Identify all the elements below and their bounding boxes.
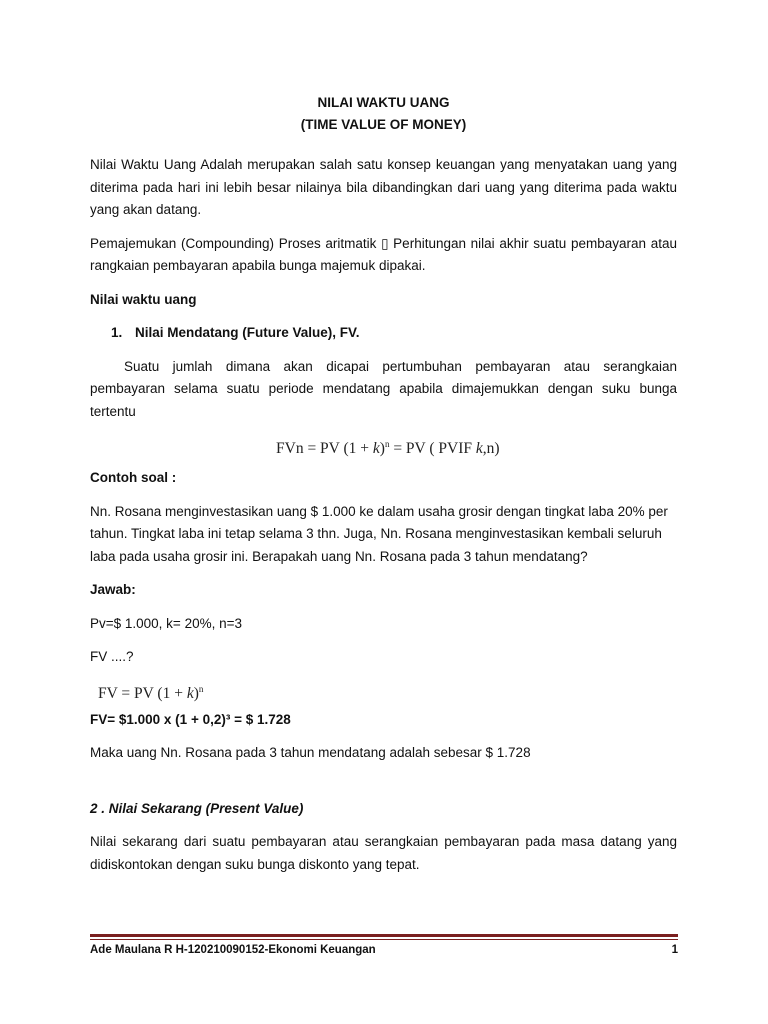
present-value-heading-text: Nilai Sekarang (Present Value) xyxy=(108,800,304,816)
example-heading: Contoh soal : xyxy=(90,470,177,485)
definition-paragraph: Nilai Waktu Uang Adalah merupakan salah satu konsep keuangan yang menyatakan uang yang diterima pada hari ini lebih besar nilainya bila dibandingkan dari uang yang diterima pada waktu yang akan datang. xyxy=(90,157,677,217)
present-value-heading xyxy=(90,798,677,821)
future-value-formula: FVn = PV $(1 + k)^n$ = PV ( PVIF k,n) xyxy=(276,439,500,458)
example-text: Nn. Rosana menginvestasikan uang $ 1.000 ke dalam usaha grosir dengan tingkat laba 20% per tahun. Tingkat laba ini tetap selama 3 thn. Juga, Nn. Rosana menginvestasikan kembali seluruh laba pada usaha grosir ini. Berapakah uang Nn. Rosana pada 3 tahun mendatang? xyxy=(90,503,668,564)
fv-question: FV ....? xyxy=(90,649,134,664)
fv-result: FV= $1.000 x (1 + 0,2)³ = $ 1.728 xyxy=(90,711,291,727)
present-value-description: Nilai sekarang dari suatu pembayaran atau serangkaian pembayaran pada masa datang yang didiskontokan dengan suku bunga diskonto yang tepat. xyxy=(90,834,677,872)
document-subtitle: (TIME VALUE OF MONEY) xyxy=(300,117,467,132)
future-value-heading-text: Nilai Mendatang (Future Value), FV. xyxy=(135,325,360,340)
footer-page-number: 1 xyxy=(671,944,678,956)
answer-heading: Jawab: xyxy=(90,582,136,597)
future-value-description: Suatu jumlah dimana akan dicapai pertumbuhan pembayaran atau serangkaian pembayaran selama suatu periode mendatang apabila dimajemukkan dengan suku bunga tertentu xyxy=(90,358,677,419)
conclusion: Maka uang Nn. Rosana pada 3 tahun mendatang adalah sebesar $ 1.728 xyxy=(90,745,531,760)
footer-author: Ade Maulana R H-120210090152-Ekonomi Keuangan xyxy=(90,944,376,956)
document-title: NILAI WAKTU UANG xyxy=(317,95,450,110)
future-value-heading xyxy=(111,322,677,345)
fv-short-formula: FV = PV $(1 + k)^n$ xyxy=(98,683,204,702)
section-heading: Nilai waktu uang xyxy=(90,291,197,307)
given-values: Pv=$ 1.000, k= 20%, n=3 xyxy=(90,615,242,631)
page-footer xyxy=(90,944,678,956)
future-value-number: 1. xyxy=(111,325,123,340)
document-page xyxy=(90,92,677,876)
compounding-paragraph: Pemajemukan (Compounding) Proses aritmatik ▯ Perhitungan nilai akhir suatu pembayaran atau rangkaian pembayaran apabila bunga majemuk dipakai. xyxy=(90,235,677,273)
footer-rule-thin xyxy=(90,939,678,940)
footer-rule-thick xyxy=(90,934,678,937)
present-value-number: 2 . xyxy=(90,800,106,816)
